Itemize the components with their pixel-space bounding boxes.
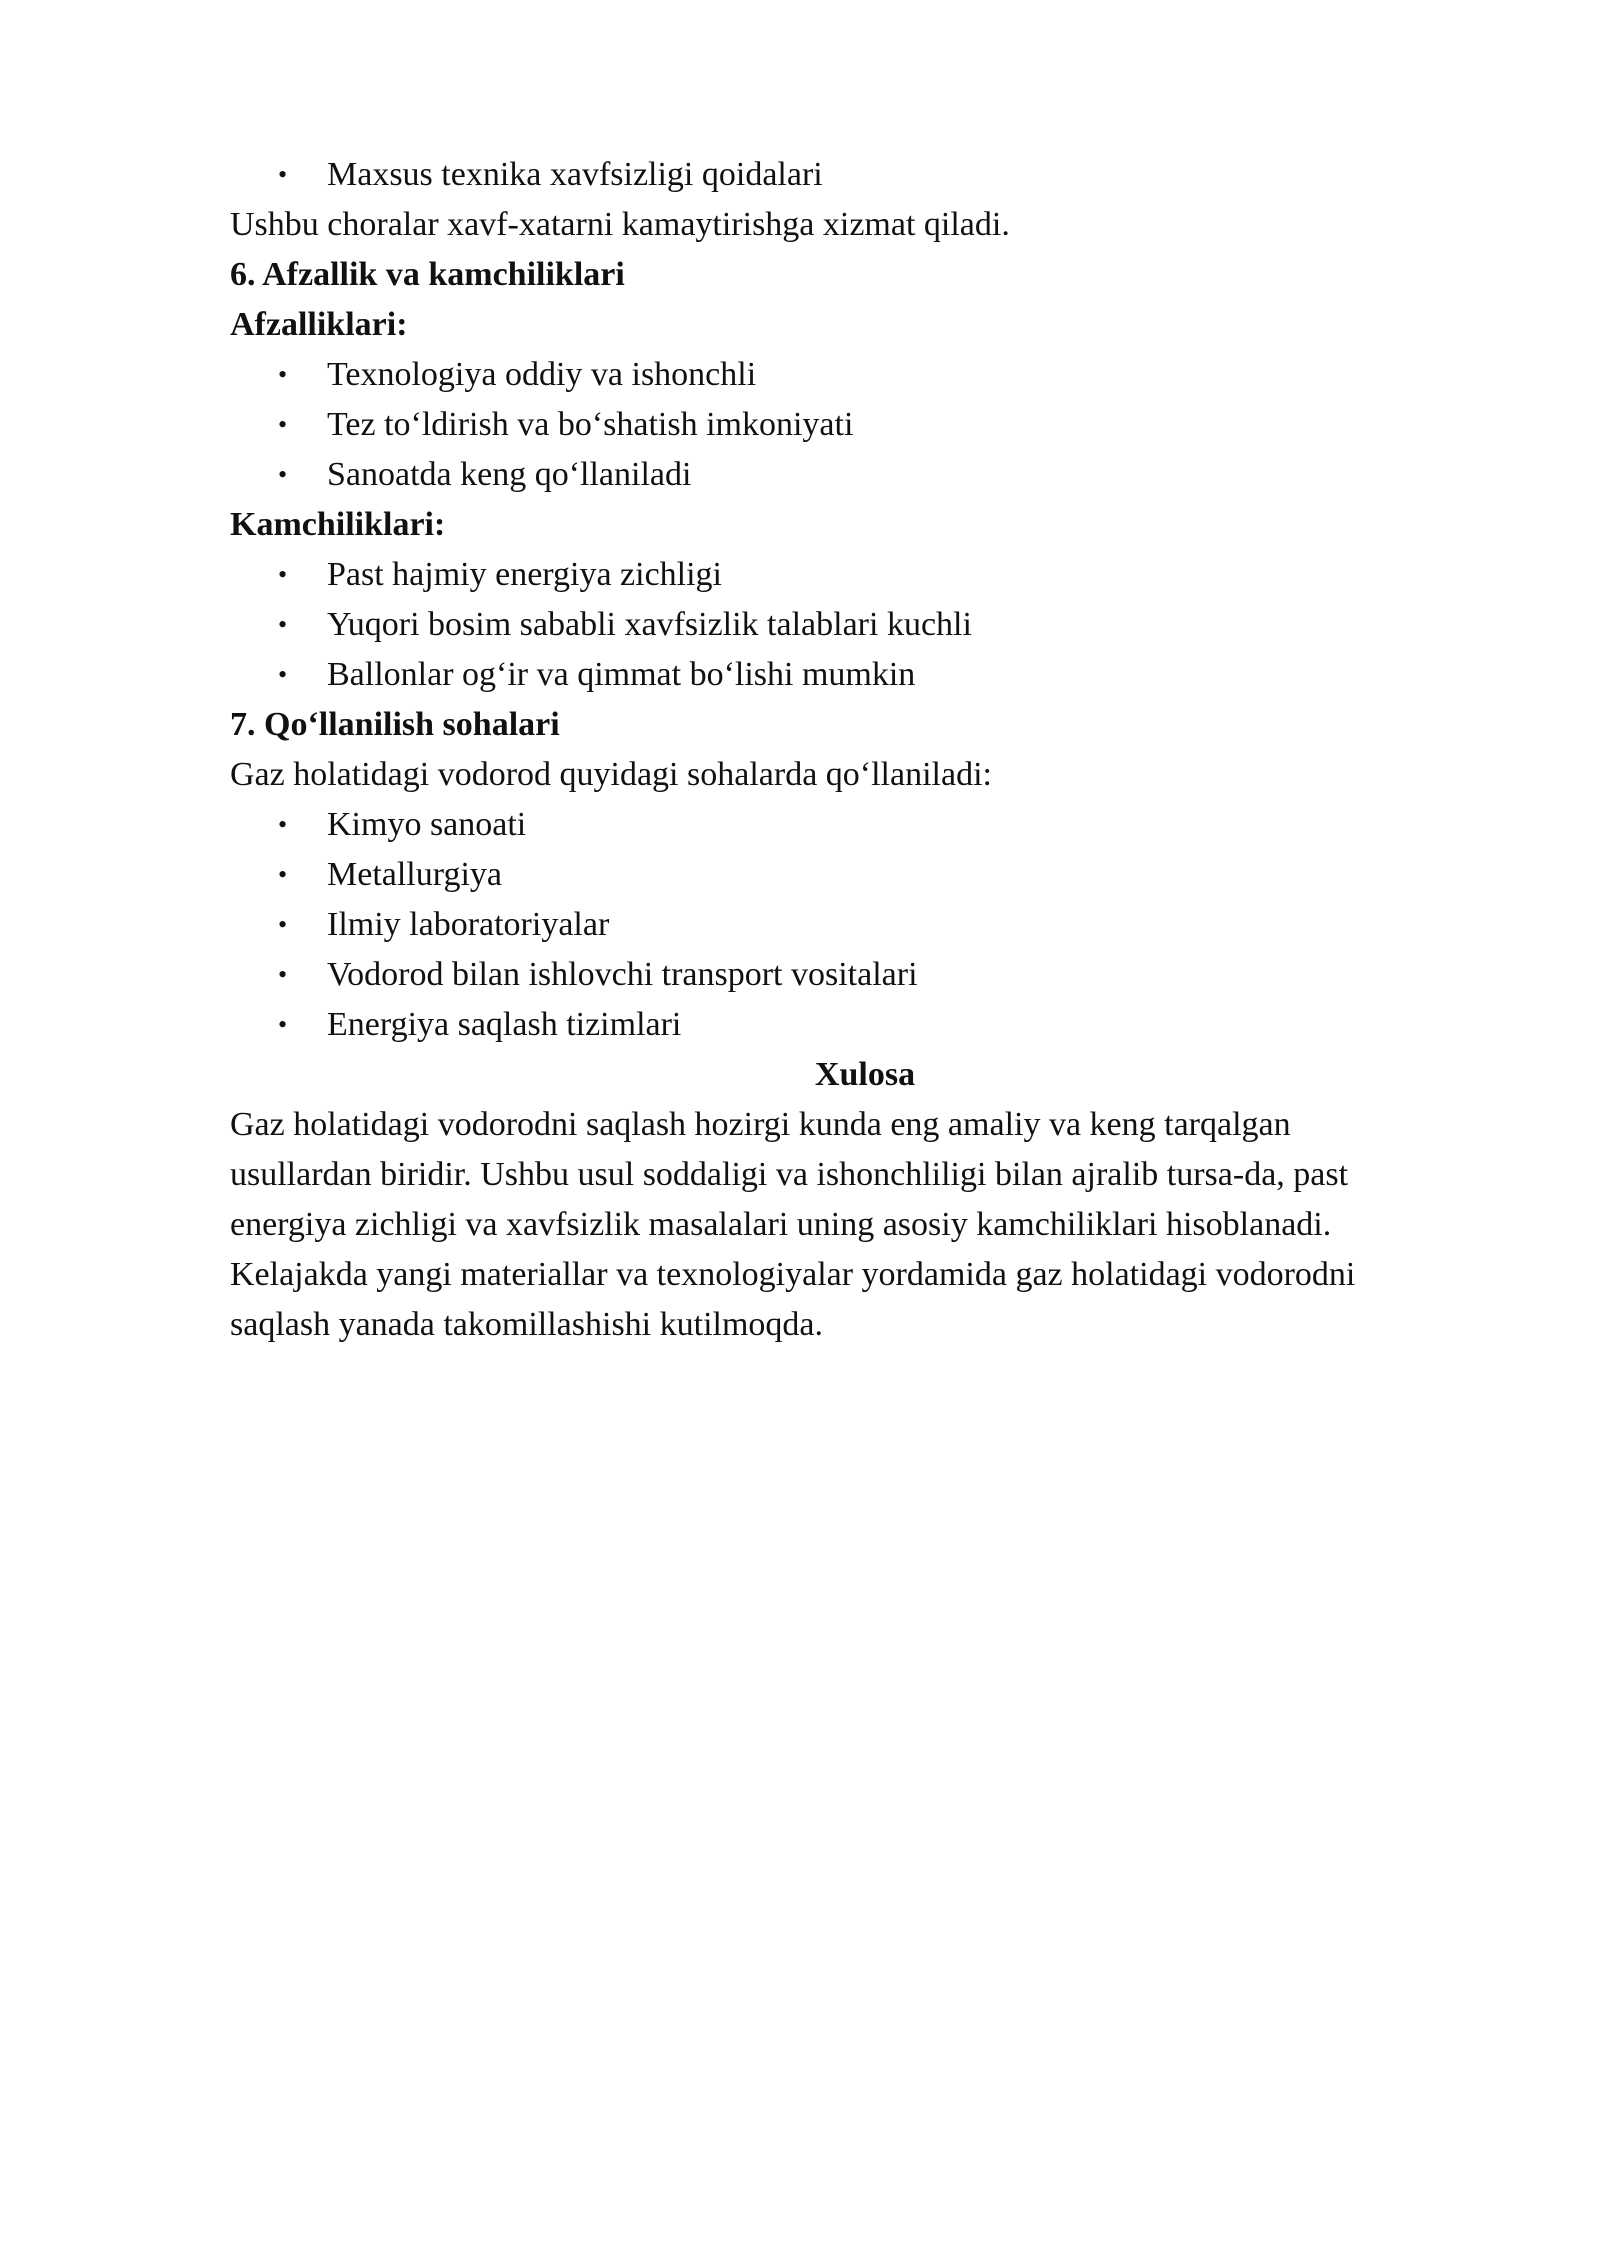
- subheading-disadvantages: Kamchiliklari:: [230, 506, 446, 543]
- list-disadvantages: [230, 550, 1500, 700]
- list-item-text: Texnologiya oddiy va ishonchli: [327, 356, 757, 393]
- list-item-text: Energiya saqlash tizimlari: [327, 1006, 682, 1043]
- list-item-text: Metallurgiya: [327, 856, 502, 893]
- conclusion-line: Kelajakda yangi materiallar va texnologiyalar yordamida gaz holatidagi vodorodni: [230, 1256, 1356, 1293]
- list-item: [230, 800, 1500, 850]
- bullet-icon: •: [278, 560, 288, 589]
- document-page: [230, 150, 1500, 1350]
- bullet-icon: •: [278, 460, 288, 489]
- bullet-icon: •: [278, 410, 288, 439]
- list-item: [230, 1000, 1500, 1050]
- list-advantages: [230, 350, 1500, 500]
- list-item-text: Ballonlar og‘ir va qimmat bo‘lishi mumkin: [327, 656, 916, 693]
- subheading-advantages: Afzalliklari:: [230, 306, 408, 343]
- conclusion-line: energiya zichligi va xavfsizlik masalalari uning asosiy kamchiliklari hisoblanadi.: [230, 1206, 1332, 1243]
- conclusion-line: saqlash yanada takomillashishi kutilmoqda.: [230, 1306, 824, 1343]
- section-heading-6: 6. Afzallik va kamchiliklari: [230, 256, 625, 293]
- list-item: [230, 650, 1500, 700]
- bullet-icon: •: [278, 360, 288, 389]
- bullet-icon: •: [278, 810, 288, 839]
- bullet-icon: •: [278, 910, 288, 939]
- list-item: [230, 900, 1500, 950]
- list-item: [230, 150, 1500, 200]
- list-applications: [230, 800, 1500, 1050]
- bullet-icon: •: [278, 860, 288, 889]
- list-item: [230, 400, 1500, 450]
- list-item: [230, 350, 1500, 400]
- list-item: [230, 950, 1500, 1000]
- section-heading-7: 7. Qo‘llanilish sohalari: [230, 706, 560, 743]
- paragraph-safety-summary: Ushbu choralar xavf-xatarni kamaytirishga xizmat qiladi.: [230, 206, 1010, 243]
- conclusion-line: Gaz holatidagi vodorodni saqlash hozirgi kunda eng amaliy va keng tarqalgan: [230, 1106, 1291, 1143]
- list-item-text: Yuqori bosim sababli xavfsizlik talablari kuchli: [327, 606, 972, 643]
- list-item: [230, 450, 1500, 500]
- bullet-icon: •: [278, 660, 288, 689]
- bullet-icon: •: [278, 960, 288, 989]
- list-safety-rules: [230, 150, 1500, 200]
- list-item-text: Tez to‘ldirish va bo‘shatish imkoniyati: [327, 406, 854, 443]
- conclusion-line: usullardan biridir. Ushbu usul soddaligi va ishonchliligi bilan ajralib tursa-da, past: [230, 1156, 1349, 1193]
- list-item-text: Ilmiy laboratoriyalar: [327, 906, 610, 943]
- list-item-text: Past hajmiy energiya zichligi: [327, 556, 723, 593]
- bullet-icon: •: [278, 160, 288, 189]
- bullet-icon: •: [278, 610, 288, 639]
- list-item-text: Kimyo sanoati: [327, 806, 527, 843]
- list-item-text: Sanoatda keng qo‘llaniladi: [327, 456, 692, 493]
- list-item: [230, 850, 1500, 900]
- list-item-text: Maxsus texnika xavfsizligi qoidalari: [327, 156, 823, 193]
- bullet-icon: •: [278, 1010, 288, 1039]
- paragraph-applications-intro: Gaz holatidagi vodorod quyidagi sohalarda qo‘llaniladi:: [230, 756, 992, 793]
- list-item-text: Vodorod bilan ishlovchi transport vositalari: [327, 956, 918, 993]
- list-item: [230, 550, 1500, 600]
- conclusion-heading: Xulosa: [814, 1056, 916, 1093]
- list-item: [230, 600, 1500, 650]
- conclusion-paragraph: [230, 1100, 1500, 1350]
